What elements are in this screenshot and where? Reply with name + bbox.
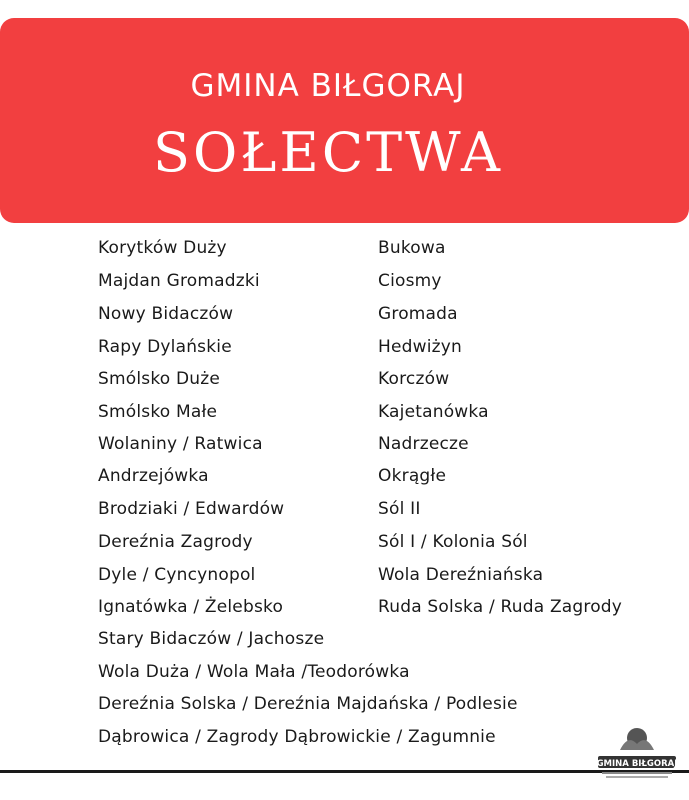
list-item: Ignatówka / Żelebsko (98, 597, 284, 617)
header-banner (0, 18, 689, 223)
list-item: Korytków Duży (98, 238, 227, 258)
list-item: Wola Dereźniańska (378, 565, 544, 585)
list-item: Dąbrowica / Zagrody Dąbrowickie / Zagumnie (98, 727, 496, 747)
header-title: GMINA BIŁGORAJ (190, 68, 466, 104)
bottom-divider (0, 770, 689, 773)
list-item: Sól II (378, 499, 421, 519)
list-item: Stary Bidaczów / Jachosze (98, 629, 325, 649)
list-item: Hedwiżyn (378, 337, 463, 357)
logo-graphic (596, 720, 678, 782)
list-item: Rapy Dylańskie (98, 337, 232, 357)
list-item: Sól I / Kolonia Sól (378, 532, 528, 552)
list-item: Nowy Bidaczów (98, 304, 234, 324)
list-item: Korczów (378, 369, 450, 389)
list-item: Dereźnia Solska / Dereźnia Majdańska / Podlesie (98, 694, 518, 714)
list-item: Nadrzecze (378, 434, 469, 454)
logo-text: GMINA BIŁGORAJ (596, 759, 678, 769)
list-item: Wola Duża / Wola Mała /Teodorówka (98, 662, 410, 682)
list-item: Dereźnia Zagrody (98, 532, 253, 552)
gmina-bilgoraj-logo-icon (596, 720, 678, 782)
list-item: Dyle / Cyncynopol (98, 565, 256, 585)
list-item: Brodziaki / Edwardów (98, 499, 285, 519)
list-item: Andrzejówka (98, 466, 209, 486)
list-item: Smólsko Duże (98, 369, 221, 389)
list-item: Wolaniny / Ratwica (98, 434, 263, 454)
list-item: Ciosmy (378, 271, 442, 291)
list-item: Smólsko Małe (98, 402, 218, 422)
list-item: Majdan Gromadzki (98, 271, 260, 291)
list-item: Bukowa (378, 238, 446, 258)
list-item: Kajetanówka (378, 402, 489, 422)
header-subtitle: SOŁECTWA (153, 121, 503, 184)
list-item: Gromada (378, 304, 458, 324)
list-item: Ruda Solska / Ruda Zagrody (378, 597, 623, 617)
list-item: Okrągłe (378, 466, 447, 486)
